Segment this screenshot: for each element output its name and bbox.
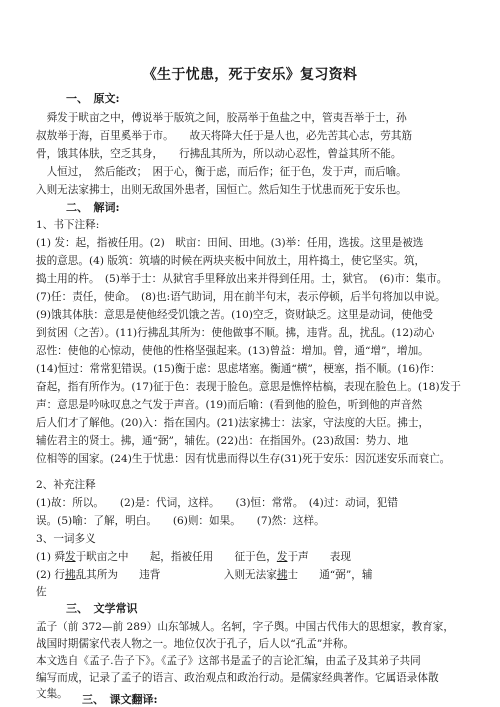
polysemy-line: 佐 bbox=[36, 586, 47, 598]
annotation-line: 到贫困（之苦）。(11)行拂乱其所为：使他做事不顺。拂，违背。乱，扰乱。(12)动心 bbox=[36, 327, 435, 339]
annotation-line: 奋起，指有所作为。(17)征于色：表现于脸色。意思是憔悴枯槁，表现在脸色上。(18)发于 bbox=[36, 381, 461, 393]
subsection-heading: 3、一词多义 bbox=[36, 533, 96, 545]
polysemy-text: 于畎亩之中 起，指被任用 bbox=[75, 551, 214, 563]
original-text-line: 入则无法家拂士，出则无敌国外患者，国恒亡。然后知生于忧患而死于安乐也。 bbox=[36, 184, 407, 196]
polysemy-text: 士 通“弼”，辅 bbox=[287, 569, 373, 581]
annotation-line: 声：意思是吟咏叹息之气发于声音。(19)而后喻：(看到他的脸色，听到他的声音然 bbox=[36, 399, 423, 411]
polysemy-line bbox=[36, 568, 372, 582]
annotation-line: 后人们才了解他。(20)入：指在国内。(21)法家拂士：法家，守法度的大臣。拂士， bbox=[36, 417, 430, 429]
section-heading-original-text: 一、 原文: bbox=[66, 92, 120, 105]
supplementary-note-line: (1)故：所以。 (2)是：代词，这样。 (3)恒：常常。 (4)过：动词，犯错 bbox=[36, 497, 398, 509]
polysemy-text: 乱其所为 违背 bbox=[75, 569, 161, 581]
polysemy-keyword: 拂 bbox=[276, 569, 288, 581]
section-heading-translation: 三、 课文翻译: bbox=[82, 693, 158, 706]
polysemy-text: (1) 舜 bbox=[36, 551, 65, 563]
document-title: 《生于忧患，死于安乐》复习资料 bbox=[142, 67, 358, 83]
literary-knowledge-line: 编写而成，记录了孟子的语言、政治观点和政治行动。是儒家经典著作。它属语录体散 bbox=[36, 672, 439, 684]
literary-knowledge-line: 本文选自《孟子.告子下》。《孟子》这部书是孟子的言论汇编，由孟子及其弟子共同 bbox=[36, 655, 421, 667]
literary-knowledge-line: 孟子（前 372—前 289）山东邹城人。名轲，字子舆。中国古代伟大的思想家，教育家， bbox=[36, 621, 454, 633]
annotation-line: (9)饿其体肤：意思是使他经受饥饿之苦。(10)空乏，资财缺乏。这里是动词，使他受 bbox=[36, 309, 433, 321]
annotation-line: (7)任：责任，使命。 (8)也:语气助词，用在前半句末，表示停顿，后半句将加以申说。 bbox=[36, 291, 446, 303]
annotation-line: (1) 发：起，指被任用。(2) 畎亩：田间、田地。(3)举：任用，选拔。这里是被选 bbox=[36, 237, 424, 249]
annotation-line: 位相等的国家。(24)生于忧患：因有忧患而得以生存(31)死于安乐：因沉迷安乐而衰亡。 bbox=[36, 453, 451, 465]
annotation-line: 忍性：使他的心惊动，使他的性格坚强起来。(13)曾益：增加。曾，通“增”，增加。 bbox=[36, 345, 429, 357]
supplementary-note-line: 误。(5)喻：了解，明白。 (6)则：如果。 (7)然：这样。 bbox=[36, 515, 325, 527]
original-text-line: 人恒过， 然后能改； 困于心，衡于虑，而后作；征于色，发于声，而后喻。 bbox=[36, 166, 407, 178]
section-heading-literary-knowledge: 三、 文学常识 bbox=[66, 602, 138, 615]
original-text-line: 舜发于畎亩之中，傅说举于版筑之间，胶鬲举于鱼盐之中，管夷吾举于士，孙 bbox=[36, 112, 407, 124]
polysemy-text: (2) 行 bbox=[36, 569, 65, 581]
original-text-line: 骨，饿其体肤，空乏其身， 行拂乱其所为，所以动心忍性，曾益其所不能。 bbox=[36, 148, 402, 160]
polysemy-line bbox=[36, 550, 351, 564]
polysemy-text: 入则无法家 bbox=[160, 569, 277, 581]
annotation-line: 辅佐君主的贤士。拂，通“弼”，辅佐。(22)出：在指国外。(23)敌国：势力、地 bbox=[36, 435, 409, 447]
section-heading-vocabulary: 二、 解词: bbox=[66, 201, 120, 214]
polysemy-text: 于声 表现 bbox=[287, 551, 351, 563]
polysemy-keyword: 发 bbox=[64, 551, 76, 563]
annotation-line: 拔的意思。(4) 版筑：筑墙的时候在两块夹板中间放土，用杵捣土，使它坚实。筑， bbox=[36, 255, 426, 267]
literary-knowledge-line: 战国时期儒家代表人物之一。地位仅次于孔子，后人以“孔孟”并称。 bbox=[36, 638, 355, 650]
polysemy-keyword: 拂 bbox=[64, 569, 76, 581]
polysemy-keyword: 发 bbox=[276, 551, 288, 563]
annotation-line: 捣土用的杵。 (5)举于士：从狱官手里释放出来并得到任用。士，狱官。 (6)市：集市。 bbox=[36, 273, 448, 285]
subsection-heading: 1、书下注释: bbox=[36, 219, 100, 231]
literary-knowledge-line: 文集。 bbox=[36, 688, 68, 700]
polysemy-text: 征于色， bbox=[213, 551, 277, 563]
original-text-line: 叔敖举于海，百里奚举于市。 故天将降大任于是人也，必先苦其心志，劳其筋 bbox=[36, 130, 413, 142]
annotation-line: (14)恒过：常常犯错误。(15)衡于虑：思虑堵塞。衡通“横”，梗塞，指不顺。(16)作： bbox=[36, 363, 441, 375]
subsection-heading: 2、补充注释 bbox=[36, 479, 96, 491]
